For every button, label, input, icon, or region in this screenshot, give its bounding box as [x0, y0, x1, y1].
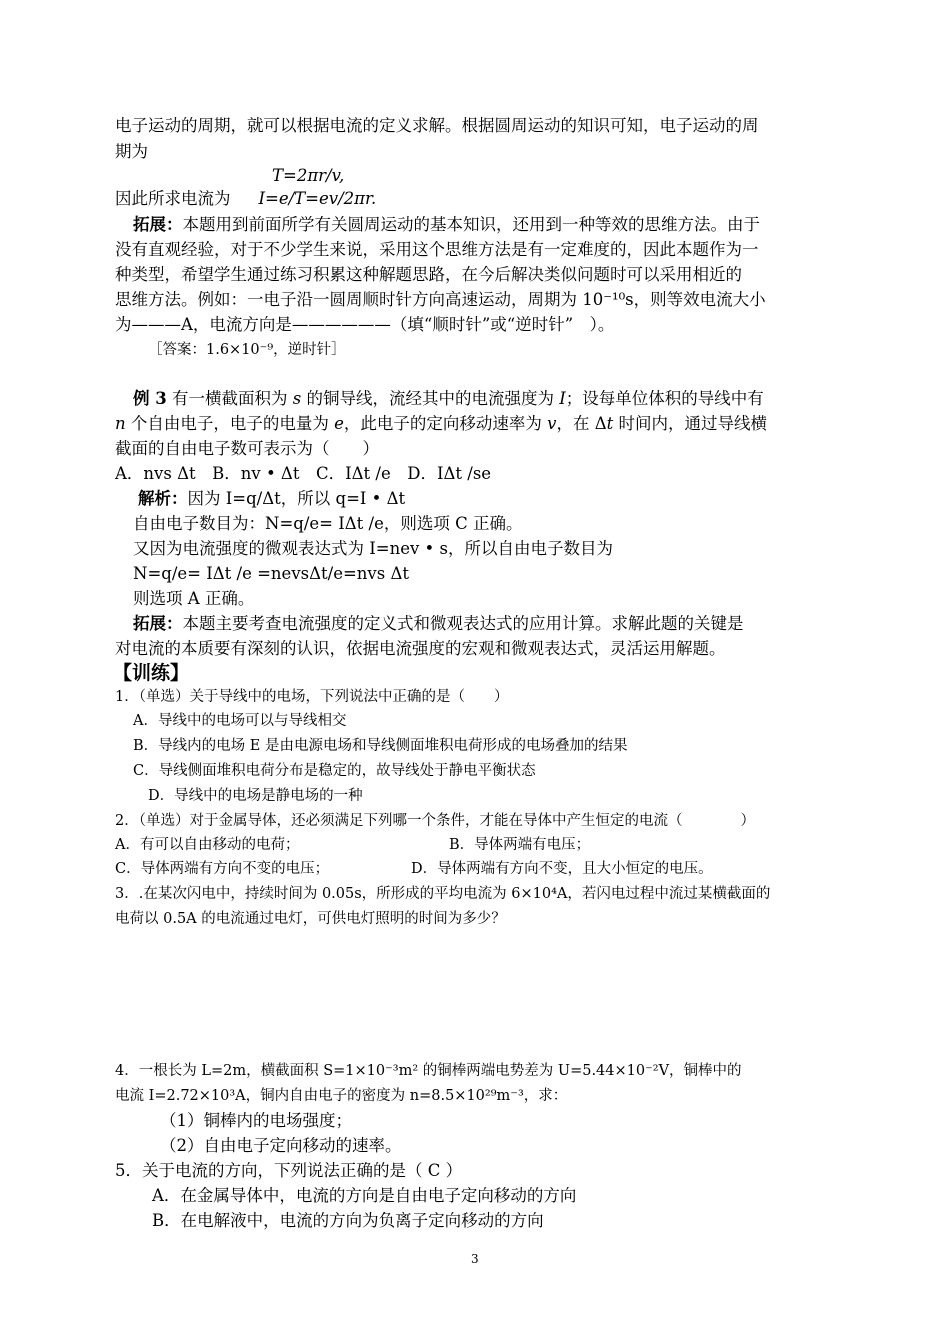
var-n: n: [115, 414, 126, 433]
text-span: 本题主要考查电流强度的定义式和微观表达式的应用计算。求解此题的关键是: [182, 614, 744, 633]
text-line: 对电流的本质要有深刻的认识，依据电流强度的宏观和微观表达式，灵活运用解题。: [115, 639, 726, 658]
text-line: 为———A，电流方向是——————（填“顺时针”或“逆时针” ）。: [115, 315, 615, 334]
text-span: 有一横截面积为: [166, 389, 293, 408]
text-line: [115, 191, 376, 208]
text-line: 电子运动的周期，就可以根据电流的定义求解。根据圆周运动的知识可知，电子运动的周: [115, 116, 759, 135]
text-line: 截面的自由电子数可表示为（ ）: [115, 439, 379, 458]
solution-line: N=q/e= IΔt /e =nevsΔt/e=nvs Δt: [133, 564, 410, 583]
question-4-line: 4．一根长为 L=2m，横截面积 S=1×10⁻³m² 的铜棒两端电势差为 U=5.44×10⁻²V，铜棒中的: [115, 1063, 742, 1079]
text-span: ，此电子的定向移动速率为: [343, 414, 548, 433]
solution-line: 则选项 A 正确。: [133, 589, 255, 608]
var-s: s: [292, 389, 302, 408]
text-span: 因为 I=q/Δt，所以 q=I • Δt: [187, 489, 406, 508]
question-1-option-b: B．导线内的电场 E 是由电源电场和导线侧面堆积电荷形成的电场叠加的结果: [133, 738, 628, 754]
text-line: 思维方法。例如：一电子沿一圆周顺时针方向高速运动，周期为 10⁻¹⁰s，则等效电流大小: [115, 290, 766, 309]
example-3-line: [133, 391, 764, 408]
question-1-option-d: D．导线中的电场是静电场的一种: [148, 788, 363, 804]
var-i: I: [559, 389, 566, 408]
question-2-option-b: B．导体两端有电压；: [449, 837, 591, 853]
options-line: A．nvs Δt B．nv • Δt C．IΔt /e D．IΔt /se: [115, 464, 492, 483]
formula-period: T=2πr/v,: [272, 166, 345, 185]
question-1-option-c: C．导线侧面堆积电荷分布是稳定的，故导线处于静电平衡状态: [133, 763, 536, 779]
text-line: 期为: [115, 142, 148, 161]
text-span: 因此所求电流为: [115, 189, 231, 208]
question-4-subquestion: （2）自由电子定向移动的速率。: [160, 1136, 402, 1155]
question-2: 2．（单选）对于金属导体，还必须满足下列哪一个条件，才能在导体中产生恒定的电流（ ）: [115, 813, 755, 829]
question-4-line: 电流 I=2.72×10³A，铜内自由电子的密度为 n=8.5×10²⁹m⁻³，求：: [115, 1088, 568, 1104]
answer-line: ［答案：1.6×10⁻⁹，逆时针］: [148, 342, 346, 358]
question-2-option-c: C．导体两端有方向不变的电压；: [115, 861, 330, 877]
example-label: 例 3: [133, 389, 167, 408]
extension-label: 拓展：: [133, 614, 183, 633]
question-5-option-a: A．在金属导体中，电流的方向是自由电子定向移动的方向: [152, 1186, 577, 1205]
text-span: 本题用到前面所学有关圆周运动的基本知识，还用到一种等效的思维方法。由于: [182, 215, 760, 234]
question-5: 5．关于电流的方向，下列说法正确的是（ C ）: [115, 1161, 463, 1180]
text-span: 个自由电子，电子的电量为: [125, 414, 335, 433]
question-3-line: 电荷以 0.5A 的电流通过电灯，可供电灯照明的时间为多少？: [115, 911, 506, 927]
text-line: [133, 217, 760, 234]
text-span: ，在 Δ: [556, 414, 607, 433]
text-line: 没有直观经验，对于不少学生来说，采用这个思维方法是有一定难度的，因此本题作为一: [115, 240, 759, 259]
question-2-option-a: A．有可以自由移动的电荷；: [115, 837, 300, 853]
var-v: v: [547, 414, 557, 433]
question-1-option-a: A．导线中的电场可以与导线相交: [133, 713, 347, 729]
text-span: 的铜导线，流经其中的电流强度为: [301, 389, 560, 408]
training-header: 【训练】: [113, 662, 190, 684]
extension-label: 拓展：: [133, 215, 183, 234]
var-t: t: [606, 414, 614, 433]
text-span: ；设每单位体积的导线中有: [565, 389, 764, 408]
extension-line: [133, 616, 744, 633]
solution-label: 解析：: [138, 489, 188, 508]
question-3-line: 3．.在某次闪电中，持续时间为 0.05s，所形成的平均电流为 6×10⁴A，若闪电过程中流过某横截面的: [115, 886, 771, 902]
question-1: 1．（单选）关于导线中的电场，下列说法中正确的是（ ）: [115, 689, 509, 705]
question-5-option-b: B．在电解液中，电流的方向为负离子定向移动的方向: [152, 1211, 544, 1230]
formula-current: I=e/T=ev/2πr.: [258, 189, 377, 208]
page-number: 3: [471, 1252, 479, 1266]
question-4-subquestion: （1）铜棒内的电场强度；: [160, 1111, 352, 1130]
text-span: 时间内，通过导线横: [613, 414, 768, 433]
solution-line: 又因为电流强度的微观表达式为 I=nev • s，所以自由电子数目为: [133, 539, 613, 558]
solution-line: [138, 491, 405, 508]
example-3-line: [115, 416, 767, 433]
question-2-option-d: D．导体两端有方向不变，且大小恒定的电压。: [411, 861, 713, 877]
var-e: e: [334, 414, 344, 433]
solution-line: 自由电子数目为：N=q/e= IΔt /e，则选项 C 正确。: [133, 514, 523, 533]
text-line: 种类型，希望学生通过练习积累这种解题思路，在今后解决类似问题时可以采用相近的: [115, 265, 742, 284]
